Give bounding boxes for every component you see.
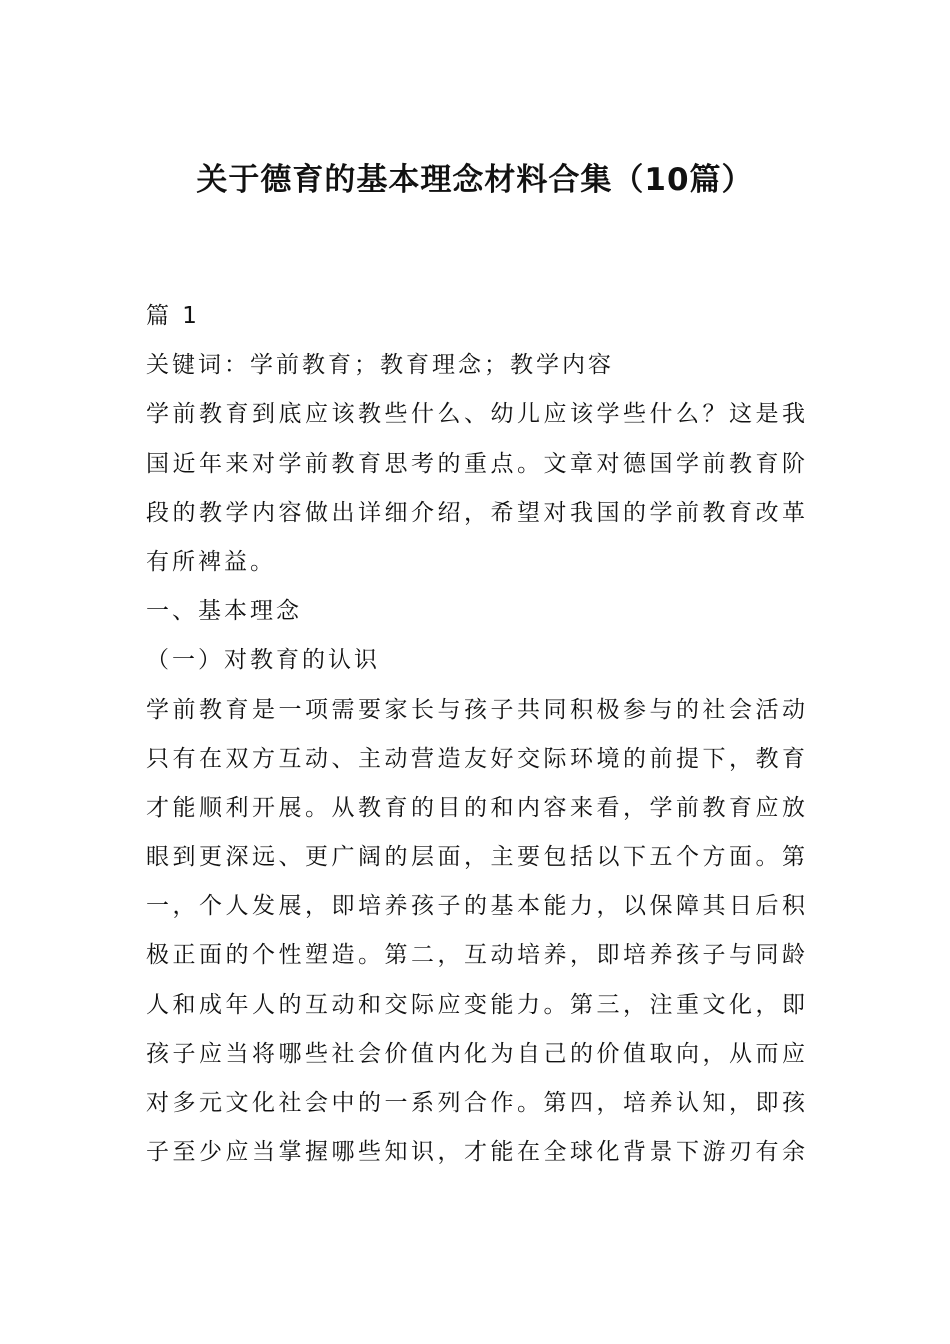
heading-level-1: 一、基本理念 bbox=[146, 598, 302, 625]
abstract-line: 国近年来对学前教育思考的重点。文章对德国学前教育阶 bbox=[146, 450, 808, 477]
paragraph-line: 人和成年人的互动和交际应变能力。第三，注重文化，即 bbox=[146, 991, 808, 1018]
document-body bbox=[146, 292, 808, 1177]
paragraph-line: 孩子应当将哪些社会价值内化为自己的价值取向，从而应 bbox=[146, 1040, 808, 1067]
paragraph-line: 眼到更深远、更广阔的层面，主要包括以下五个方面。第 bbox=[146, 844, 808, 871]
abstract-line: 有所裨益。 bbox=[146, 548, 276, 575]
section-label: 篇 1 bbox=[146, 303, 200, 329]
paragraph-line: 只有在双方互动、主动营造友好交际环境的前提下，教育 bbox=[146, 745, 808, 772]
keywords-line: 关键词：学前教育；教育理念；教学内容 bbox=[146, 352, 614, 379]
abstract-line: 段的教学内容做出详细介绍，希望对我国的学前教育改革 bbox=[146, 499, 808, 526]
paragraph-line: 才能顺利开展。从教育的目的和内容来看，学前教育应放 bbox=[146, 794, 808, 821]
abstract-line: 学前教育到底应该教些什么、幼儿应该学些什么？这是我 bbox=[146, 401, 808, 428]
document-title: 关于德育的基本理念材料合集（10篇） bbox=[196, 162, 754, 198]
paragraph-line: 一，个人发展，即培养孩子的基本能力，以保障其日后积 bbox=[146, 893, 808, 920]
paragraph-line: 学前教育是一项需要家长与孩子共同积极参与的社会活动 bbox=[146, 696, 808, 723]
paragraph-line: 极正面的个性塑造。第二，互动培养，即培养孩子与同龄 bbox=[146, 942, 808, 969]
paragraph-line: 对多元文化社会中的一系列合作。第四，培养认知，即孩 bbox=[146, 1090, 808, 1116]
paragraph-line: 子至少应当掌握哪些知识，才能在全球化背景下游刃有余 bbox=[146, 1139, 808, 1166]
heading-level-2: （一）对教育的认识 bbox=[146, 647, 380, 674]
